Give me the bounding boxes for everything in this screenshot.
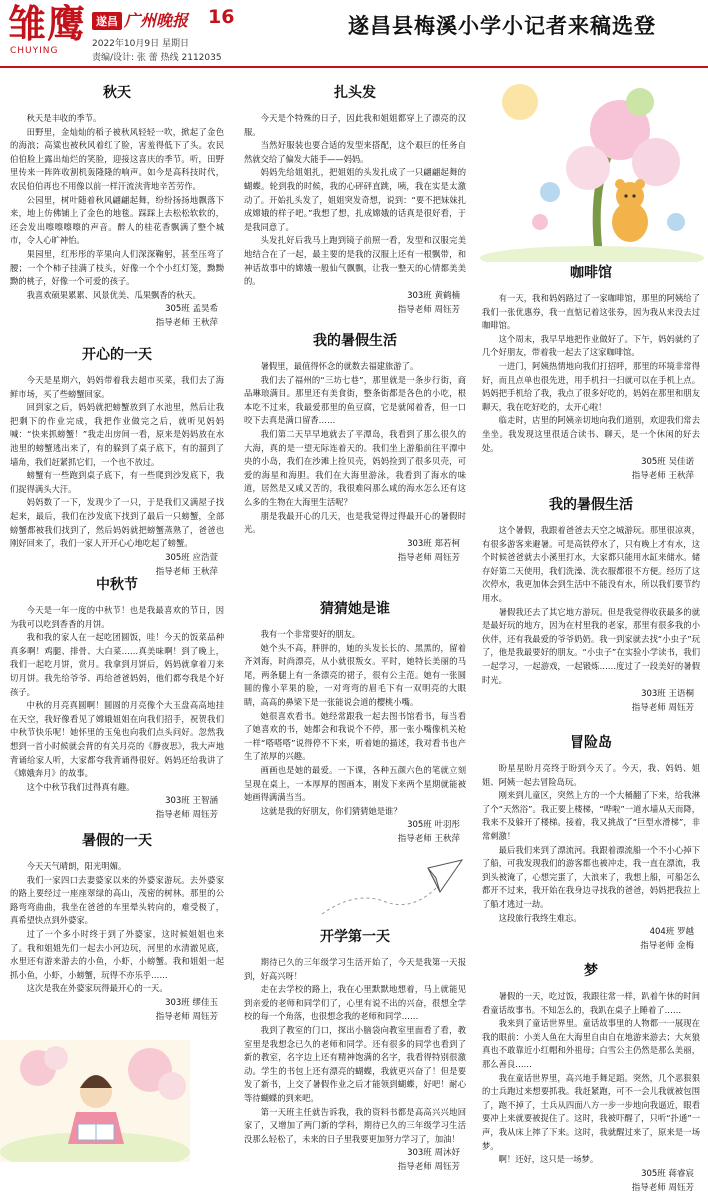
- article-title: 暑假的一天: [82, 833, 152, 849]
- paragraph: 当然好服装也要合适的发型来搭配，这个艰巨的任务自然就交给了偏发大能手——妈妈。: [244, 140, 466, 164]
- paragraph: 中秋的月亮真圆啊！圆圆的月亮像个大玉盘高高地挂在天空，我好像看见了嫦娥姐姐在向我们招手，祝贺我们中秋节快乐呢！她怀里的玉兔也向我们点头问好。忽然我想到一首小时候就会背的有关月亮的《静夜思》，我大声地背诵给家人听，大家都夸我背诵得很好。妈妈还给我讲了《嫦娥奔月》的故事。: [10, 700, 224, 779]
- paragraph: 走在去学校的路上，我在心里默默地想着，马上就能见到亲爱的老师和同学们了，心里有说不出的兴奋，很想全学校的每一个角落，也很想念我的老师和同学……: [244, 984, 466, 1022]
- paragraph: 螃蟹有一些跑到桌子底下，有一些爬到沙发底下，我们捉得满头大汗。: [10, 470, 224, 494]
- teacher-line: 指导老师 周钰芳: [631, 703, 694, 714]
- paragraph: 今天是一年一度的中秋节！也是我最喜欢的节日，因为我可以吃到香香的月饼。: [10, 605, 224, 629]
- article-title: 中秋节: [96, 577, 138, 593]
- article-zhatoufa: [244, 82, 466, 317]
- paragraph: 过了一个多小时终于到了外婆家，这时候姐姐也来了。我和姐姐先们一起去小河边玩，河里的水清澈见底，水里还有游来游去的小鱼，小虾，小螃蟹。我和姐姐一起抓小鱼，小虾，小螃蟹，玩得不亦乐乎……: [10, 928, 224, 980]
- article-zhongqiu: [10, 574, 224, 822]
- article-qiutian: [10, 82, 224, 330]
- author-line: 303班 王智涵: [165, 796, 218, 807]
- teacher-line: 指导老师 周钰芳: [155, 1011, 218, 1022]
- author-line: 305班 孟昊希: [165, 304, 218, 315]
- paragraph: 朋是我最开心的几天，也是我觉得过得最开心的暑假时光。: [244, 510, 466, 535]
- author-line: 303班 王语桐: [641, 689, 694, 700]
- author-line: 305班 叶羽彤: [407, 820, 460, 831]
- author-line: 303班 黄鹤楠: [407, 290, 460, 301]
- teacher-line: 指导老师 王秋萍: [155, 566, 218, 577]
- article-kafei: [482, 262, 700, 483]
- paragraph: 我在童话世界里，高兴地手舞足蹈。突然，几个恶狠狠的士兵跑过来想要抓我。我赶紧跑，可不一会儿我就被包围了，跑不掉了，士兵从四面八方一步一步地向我逼近，眼看要冲上来就要被捉住了。这时，我被吓醒了，只听“扑通”一声，我从床上摔了下来。这时，我就醒过来了，原来是一场梦。: [482, 1072, 700, 1151]
- issue-date: 2022年10月9日 星期日: [92, 39, 189, 49]
- paragraph: 秋天是丰收的季节。: [26, 113, 102, 123]
- author-line: 305班 吴佳诺: [641, 457, 694, 468]
- article-title: 冒险岛: [570, 735, 612, 751]
- paragraph: 暑假的一天，吃过饭，我跟往常一样，趴着午休的时间看童话故事书。不知怎么的，我趴在桌子上睡着了……: [482, 991, 700, 1015]
- article-title: 扎头发: [334, 85, 376, 101]
- paragraph: 盼星星盼月亮终于盼到今天了。今天，我、妈妈、姐姐、阿姨一起去冒险岛玩。: [482, 763, 700, 787]
- article-title: 秋天: [103, 85, 131, 101]
- masthead-rule: [0, 66, 708, 68]
- paragraph: 我们一家四口去妻婆家以来的外婆家游玩。去外婆家的路上要经过一座座翠绿的高山，茂密的树林。那里的公路弯弯曲曲，我坐在爸爸的车里晕头转向的，难受极了，真希望快点到外婆家。: [10, 874, 224, 926]
- author-line: 303班 周沐妤: [407, 1148, 460, 1159]
- article-title: 猜猜她是谁: [320, 601, 390, 617]
- paragraph: 画画也是她的最爱。一下课，各种五颜六色的笔就立刻呈现在桌上，一本厚厚的图画本，刚发下来两个星期就能被她画得满满当当。: [244, 764, 466, 803]
- paragraph: 今天是星期六，妈妈带着我去超市买菜，我们去了海鲜市场，买了些螃蟹回家。: [10, 375, 224, 399]
- author-line: 305班 蒋睿宸: [641, 1168, 694, 1179]
- masthead-logo: 雏鹰: [8, 1, 87, 46]
- teacher-line: 指导老师 金梅: [640, 941, 694, 952]
- teacher-line: 指导老师 周钰芳: [397, 552, 460, 563]
- article-wode-shujia-1: [244, 330, 466, 565]
- paragraph: 果园里，红彤彤的苹果向人们深深鞠躬，甚至压弯了腰；一个个柿子挂满了枝头，好像一个个小红灯笼，黝黝黝的桃子，好像一个可爱的孩子。: [10, 248, 224, 287]
- article-title: 开心的一天: [82, 347, 152, 363]
- edition-tag: 遂昌: [92, 12, 122, 30]
- paragraph: 这就是我的好朋友，你们猜猜她是谁？: [260, 805, 402, 816]
- paragraph: 第一天班主任就告诉我，我的资料书都是高高兴兴地回家了，又增加了两门新的学科，期待已久的三年级学习生活没那么轻松了，未来的日子里我要更加努力学习了，加油！: [244, 1106, 466, 1144]
- paragraph: 我喜欢硕果累累、风景优美、瓜果飘香的秋天。: [26, 289, 201, 300]
- paragraph: 田野里，金灿灿的稻子被秋风轻轻一吹，掀起了金色的海浪；高粱也被秋风着红了脸，害羞得低下了头。农民伯伯脸上露出灿烂的笑脸，迎接这喜庆的季节。听，田野里传来一阵阵收割机轰隆隆的响声。如今是高科技时代，农民伯伯再也不用像以前一样汗流浃背地辛苦劳作。: [10, 126, 224, 191]
- paragraph: 这个中秋节我们过得真有趣。: [26, 781, 135, 792]
- paragraph: 公园里，树叶随着秋风翩翩起舞，纷纷扬扬地飘落下来，地上仿佛铺上了金色的地毯。踩踩上去松松软软的，还会发出嚓嚓嚓嚓的声音。醉人的桂花香飘满了整个城市，令人心旷神怡。: [10, 194, 224, 246]
- paragraph: 临走时，店里的阿姨亲切地向我们道别，欢迎我们常去坐坐。我发现这里很适合读书、聊天，是一个休闲的好去处。: [482, 415, 700, 453]
- paragraph: 我来到了童话世界里。童话故事里的人物都一一展现在我的眼前：小美人鱼在大海里自由自在地游来游去；大灰狼真也不敢靠近小红帽和外祖母；白雪公主仍然是那么美丽，那么善良……: [482, 1018, 700, 1069]
- page-banner: 遂昌县梅溪小学小记者来稿选登: [348, 14, 656, 38]
- paragraph: 头发扎好后我马上跑到镜子前照一看，发型和汉服完美地结合在了一起，最主要的是我的汉服上还有一根飘带，和神话故事中的嫦娥一般仙气飘飘，让我一整天的心情都美美的。: [244, 235, 466, 287]
- girl-reading-illustration: [0, 1040, 190, 1162]
- paragraph: 有一天，我和妈妈路过了一家咖啡馆，那里的阿姨给了我们一张优惠券，我一直惦记着这张券，因为我从来没去过咖啡馆。: [482, 293, 700, 331]
- teacher-line: 指导老师 王秋萍: [631, 471, 694, 482]
- page-number: 16: [208, 6, 235, 28]
- teacher-line: 指导老师 周钰芳: [397, 304, 460, 315]
- teacher-line: 指导老师 王秋萍: [155, 318, 218, 329]
- teacher-line: 指导老师 周钰芳: [155, 810, 218, 821]
- article-title: 梦: [584, 963, 598, 979]
- paragraph: 这个周末，我早早地把作业做好了。下午，妈妈就约了几个好朋友，带着我一起去了这家咖啡馆。: [482, 333, 700, 358]
- bear-tree-illustration: [480, 72, 704, 262]
- editor-line: 责编/设计: 张 蕾 热线 2112035: [92, 53, 222, 63]
- paragraph: 今天是个特殊的日子，因此我和姐姐都穿上了漂亮的汉服。: [244, 113, 466, 137]
- paragraph: 我和我的家人在一起吃团圆饭，哇！今天的饭菜品种真多啊！鸡腿、排骨、大白菜……真美味啊！到了晚上，我们一起吃月饼，赏月。我拿到月饼后，妈妈就拿着刀来切月饼。我先给爷爷、再给爸爸妈妈，他们都夸我是个好孩子。: [10, 632, 224, 697]
- author-line: 404班 罗越: [649, 927, 694, 938]
- author-line: 303班 郑若柯: [407, 538, 460, 549]
- paragraph: 她个头不高，胖胖的，她的头发长长的、黑黑的，留着齐刘海，时尚漂亮，从小就很叛女。平时，她特长美丽的马尾，两条腿上有一条漂亮的裙子，很有公主范。她有一张圆圆的像小苹果的脸，一对弯弯的眉毛下有一双明亮的大眼睛，高高的鼻梁下是一张能说会道的樱桃小嘴。: [244, 642, 466, 707]
- paragraph: 这段旅行我终生难忘。: [498, 912, 582, 923]
- paragraph: 暑假里，最值得怀念的就数去福建旅游了。: [260, 361, 419, 371]
- author-line: 303班 缪佳玉: [165, 997, 218, 1008]
- article-title: 我的暑假生活: [313, 333, 397, 349]
- article-meng: [482, 960, 700, 1195]
- paragraph: 她很喜欢看书。她经常跟我一起去图书馆看书，每当看了她喜欢的书，她都会和我说个不停，那一张小嘴像机关枪一样“嗒嗒嗒”说得停不下来，听着她的描述，我对看书也产生了浓厚的兴趣。: [244, 710, 466, 762]
- teacher-line: 指导老师 周钰芳: [397, 1162, 460, 1173]
- paragraph: 一进门，阿姨热情地向我们打招呼，那里的环境非常得好，而且点单也很先进，用手机扫一扫就可以在手机上点。妈妈把手机给了我，我点了很多好吃的，妈妈在那里和朋友聊天，我在吃好吃的，太开心啦！: [482, 360, 700, 412]
- paragraph: 我到了教室的门口，探出小脑袋向教室里面看了看，教室里是我想念已久的老师和同学。还有很多的同学也看到了新的教室，名字边上还有精神饱满的名字，我看得特别很激动。学生的书包上还有漂亮的蝴蝶，我就更兴奋了！但是要发了新书，上交了暑假作业之后才能领到蝴蝶，好吧！耐心等待蝴蝶的到来吧。: [244, 1024, 466, 1103]
- logo-subtitle: CHUYING: [10, 46, 59, 56]
- paragraph: 这个暑假，我跟着爸爸去天空之城游玩。那里很凉爽，有很多游客来避暑。可是高铁停水了，只有晚上才有水，这个时候爸爸就去小溪里打水，大家都只能用水缸来储水。储存好第二天使用，我们洗澡、洗衣服都很不方便。经历了这次停水，我更加体会到生活中不能没有水，所以我们要节约用水。: [482, 525, 700, 603]
- paragraph: 期待已久的三年级学习生活开始了，今天是我第一天报到，好高兴呀！: [244, 957, 466, 981]
- article-title: 我的暑假生活: [549, 497, 633, 513]
- paragraph: 刚来到儿童区，突然上方的一个大桶翻了下来，给我淋了个“天然浴”。我正要上楼梯，“哗啦”一道水墙从天而降，我来不及躲开了楼梯。接着，我又挑战了“巨型水滑梯”，非常刺激！: [482, 790, 700, 841]
- teacher-line: 指导老师 王秋萍: [397, 834, 460, 845]
- paragraph: 回到家之后，妈妈就把螃蟹放到了水池里，然后让我把剩下的作业完成，我把作业做完之后，就听见妈妈喊：“快来抓螃蟹！”我走出房间一看，原来是妈妈放在水池里的螃蟹逃出来了，有的躲到了桌子底下，有的溜到了墙角，我们赶紧抓它们，一个也不放过。: [10, 402, 224, 467]
- teacher-line: 指导老师 周钰芳: [631, 1182, 694, 1193]
- article-maoxian: [482, 732, 700, 953]
- paragraph: 今天天气晴朗，阳光明媚。: [26, 861, 127, 871]
- paragraph: 我有一个非常要好的朋友。: [260, 629, 361, 639]
- paper-name: 广州晚报: [124, 11, 189, 30]
- author-line: 305班 应浩萱: [165, 552, 218, 563]
- paragraph: 妈妈数了一下，发现少了一只，于是我们又满屋子找起来，最后，我们在沙发底下找到了最后一只螃蟹，全部螃蟹都被我们找到了，然后妈妈就把螃蟹蒸熟了，爸爸也刚好回来了，我们一家人开开心心地吃起了螃蟹。: [10, 497, 224, 549]
- paragraph: 我们去了福州的“三坊七巷”，那里就是一条步行街，商品琳琅满目。那里还有美食街，整条街都是各色的小吃，根本吃不过来，我最爱那里的鱼豆腐，它是就闻着香，但一口咬下去真是满口留香……: [244, 374, 466, 426]
- article-kaixue: [244, 926, 466, 1174]
- paragraph: 我们第二天早早地就去了平潭岛，我看到了那么很久的大海，真的是一望无际连着天的。我们坐上游船前往平潭中央的小岛，我们在沙滩上捡贝壳，妈妈捡到了很多贝壳，可爱的海星和海胆。我们在大海里游泳，我看到了海水的味道，居然是又咸又苦的，我很难闷那么咸的海水怎么还有这么多的生物在大海里生活呢？: [244, 428, 466, 507]
- paper-plane-illustration: [316, 850, 466, 930]
- article-kaixin: [10, 344, 224, 579]
- paragraph: 这次是我在外婆家玩得最开心的一天。: [26, 983, 168, 994]
- article-title: 开学第一天: [320, 929, 390, 945]
- article-shujia-day: [10, 830, 224, 1024]
- paragraph: 啊！还好，这只是一场梦。: [498, 1154, 599, 1165]
- paragraph: 暑假我还去了其它地方游玩。但是我觉得收获最多的就是最好玩的地方，因为在村里我的老家，那里有很多我的小伙伴，还有我最爱的爷爷奶奶。我一到家就去找“小虫子”玩了，他是我最要好的朋友。“小虫子”在实验小学读书，我们一起学习，一起游戏，一起锻炼……度过了一段美好的暑假时光。: [482, 606, 700, 685]
- article-caicai: [244, 598, 466, 846]
- paragraph: 妈妈先给姐姐扎，把姐姐的头发扎成了一只翩翩起舞的蝴蝶。轮到我的时候，我的心砰砰直跳，咦，我在实是太激动了。开始扎头发了，姐姐突发奇想，说到：“要不把妹妹扎成嫦娥的样子吧。”我想了想，扎成嫦娥的话真是很好看，于是我同意了。: [244, 167, 466, 232]
- article-wode-shujia-2: [482, 494, 700, 715]
- article-title: 咖啡馆: [570, 265, 612, 281]
- paragraph: 最后我们来到了漂流河。我跟着漂流船一个不小心掉下了船，可我发现我们的游客都也被冲走，我一直在漂流，我到头被淹了，心想完蛋了，大浪来了，我想上船，可船怎么都开不过来，我开始在我身边寻找我的爸爸，妈妈把我拉上了船才逃过一劫。: [482, 844, 700, 909]
